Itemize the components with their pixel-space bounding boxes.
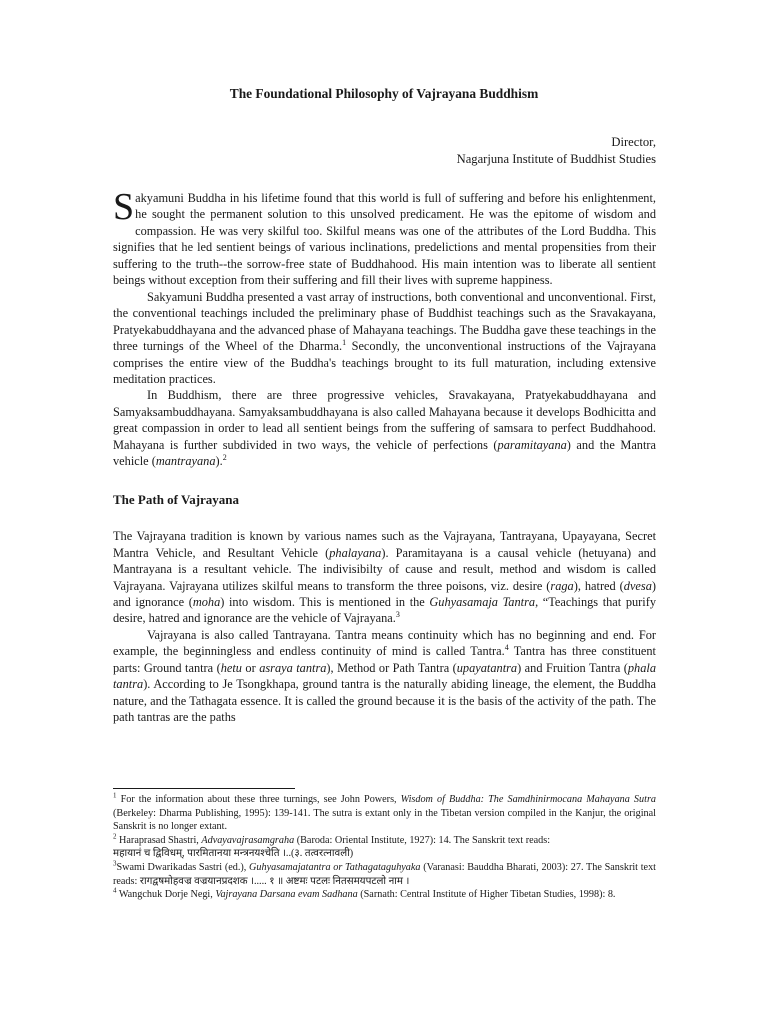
footnote-separator	[113, 788, 295, 789]
sanskrit-text: महायानं च द्विविधम्, पारमितानया मन्त्रनयश्चेति ।..(३. तत्वरत्नावली)	[113, 848, 354, 860]
paragraph-2: Sakyamuni Buddha presented a vast array of instructions, both conventional and unconventional. First, the conventional teachings included the preliminary phase of Buddhist teachings such as the Sravakayana, Pratyekabuddhayana and the advanced phase of Mahayana teachings. The Buddha gave these teachings in the three turnings of the Wheel of the Dharma.$^1$ Secondly, the unconventional instructions of the Vajrayana comprises the entire view of the Buddha's teachings brought to its full maturation, including extensive meditation practices.	[113, 289, 656, 386]
author-role: Director,	[611, 135, 656, 149]
section-heading: The Path of Vajrayana	[113, 491, 240, 507]
author-organization: Nagarjuna Institute of Buddhist Studies	[456, 152, 656, 166]
footnote-ref-1[interactable]: 1	[342, 337, 347, 347]
author-block	[457, 134, 656, 168]
footnote-ref-3[interactable]: 3	[395, 610, 400, 620]
footnote-ref-4[interactable]: 4	[504, 643, 509, 653]
footnote-2: $^2$ Haraprasad Shastri, Advayavajrasamgraha (Baroda: Oriental Institute, 1927): 14. The Sanskrit text reads: महायानं च द्विविधम्, पारमितानया मन्त्रनयश्चेति ।..(३. तत्वरत्नावली)	[113, 832, 551, 860]
paragraph-1: Sakyamuni Buddha in his lifetime found that this world is full of suffering and before his enlightenment, he sought the permanent solution to this unsolved predicament. He was the epitome of wisdom and compassion. He was very skilful too. Skilful means was one of the attributes of the Lord Buddha. This signifies that he led sentient beings of various inclinations, predelictions and mental propensities from their suffering to the truth--the sorrow-free state of Buddhahood. His main intention was to liberate all sentient beings without exception from their suffering and fill their lives with supreme happiness.	[113, 186, 656, 288]
paragraph-5: Vajrayana is also called Tantrayana. Tantra means continuity which has no beginning and end. For example, the beginningless and endless continuity of mind is called Tantra.$^4$ Tantra has three constituent parts: Ground tantra (hetu or asraya tantra), Method or Path Tantra (upayatantra) and Fruition Tantra (phala tantra). According to Je Tsongkhapa, ground tantra is the naturally abiding lineage, the element, the Buddha nature, and the Tathagata essence. It is called the ground because it is the basis of the activity of the path. The path tantras are the paths	[113, 627, 656, 725]
footnote-3: $^3$Swami Dwarikadas Sastri (ed.), Guhyasamajatantra or Tathagataguhyaka (Varanasi: Bauddha Bharati, 2003): 27. The Sanskrit text reads: रागद्वषमोहवज्र वज्रयानप्रदशक ।..... १ ॥ अष्टमः पटलः नितसमयपटलो नाम ।	[113, 859, 656, 887]
footnote-1: $^1$ For the information about these three turnings, see John Powers, Wisdom of Buddha: The Samdhinirmocana Mahayana Sutra (Berkeley: Dharma Publishing, 1995): 139-141. The sutra is extant only in the Tibetan version compiled in the Kanjur, the original Sanskrit is no longer extant.	[113, 791, 656, 833]
body-text	[113, 186, 656, 726]
paragraph-3: In Buddhism, there are three progressive vehicles, Sravakayana, Pratyekabuddhayana and Samyaksambuddhayana. Samyaksambuddhayana is also called Mahayana because it develops Bodhicitta and great compassion in order to lead all sentient beings from the suffering of samsara to perfect Buddhahood. Mahayana is further subdivided in two ways, the vehicle of perfections (paramitayana) and the Mantra vehicle (mantrayana).$^2$	[113, 388, 656, 469]
footnote-ref-2[interactable]: 2	[222, 453, 227, 463]
document-title: The Foundational Philosophy of Vajrayana Buddhism	[229, 86, 539, 101]
footnote-4: $^4$ Wangchuk Dorje Negi, Vajrayana Darsana evam Sadhana (Sarnath: Central Institute of Higher Tibetan Studies, 1998): 8.	[113, 886, 616, 901]
footnotes	[113, 793, 656, 902]
drop-cap: S	[113, 186, 135, 228]
paragraph-4: The Vajrayana tradition is known by various names such as the Vajrayana, Tantrayana, Upayayana, Secret Mantra Vehicle, and Resultant Vehicle (phalayana). Paramitayana is a causal vehicle (hetuyana) and Mantrayana is a resultant vehicle. The indivisibilty of cause and result, method and wisdom is called Vajrayana. Vajrayana utilizes skilful means to transform the three poisons, viz. desire (raga), hatred (dvesa) and ignorance (moha) into wisdom. This is mentioned in the Guhyasamaja Tantra, “Teachings that purify desire, hatred and ignorance are the vehicle of Vajrayana.$^3$	[113, 529, 656, 626]
